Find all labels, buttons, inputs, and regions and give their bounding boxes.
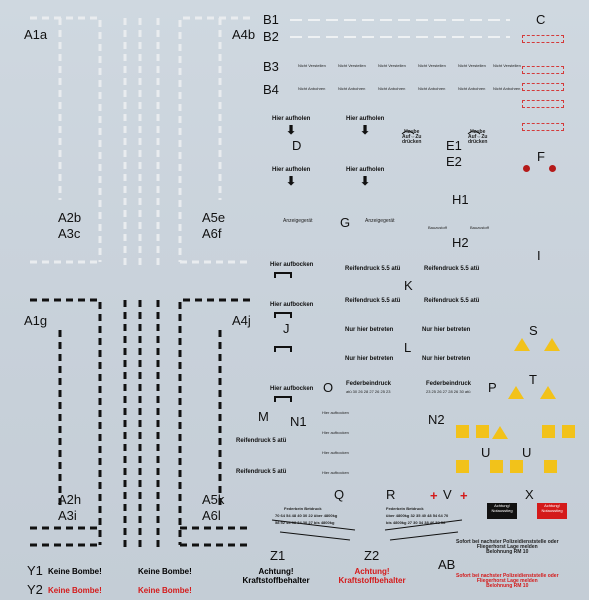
l-stencil-2: Nur hier betreten (422, 327, 471, 333)
label-L: L (404, 340, 412, 355)
label-A1g: A1g (24, 313, 48, 328)
label-G: G (340, 215, 351, 230)
label-O: O (323, 380, 334, 395)
p-scale: 23 25 26 27 28 26 30 atü (426, 389, 471, 394)
r-row-1: über 4800kg 32 35 40 48 54 64 70 (386, 513, 449, 518)
n1-stencil-4: Hier aufbocken (322, 470, 349, 475)
label-X: X (525, 487, 534, 502)
hazard-triangle-icon (492, 426, 508, 439)
d-stencil-2: Hier aufholen (346, 116, 385, 122)
b4-stencil-6: Nicht Anbohren (493, 86, 521, 91)
b4-stencil-3: Nicht Anbohren (378, 86, 406, 91)
c-red-box-2 (522, 66, 564, 74)
z1-line-1: Achtung! (258, 567, 294, 576)
label-K: K (404, 278, 413, 293)
g-stencil-1: Anzeigegerät (283, 218, 313, 224)
label-Y1: Y1 (27, 563, 43, 578)
label-Q: Q (334, 487, 345, 502)
r-header: Federbein Betdruck (386, 506, 424, 511)
label-N1: N1 (290, 414, 307, 429)
hazard-square-icon (456, 425, 469, 438)
o-scale: atü 30 26 28 27 26 25 23 (346, 389, 391, 394)
label-B2: B2 (263, 29, 279, 44)
z2-line-1: Achtung! (354, 567, 390, 576)
label-E2: E2 (446, 154, 462, 169)
keine-bombe-y2-left: Keine Bombe! (48, 586, 102, 595)
label-N2: N2 (428, 412, 445, 427)
label-A3i: A3i (58, 508, 77, 523)
m-stencil-1: Reifendruck 5 atü (236, 438, 287, 444)
label-E1: E1 (446, 138, 462, 153)
z2-achtung-block (332, 567, 412, 585)
d-stencil-3: Hier aufholen (272, 167, 311, 173)
label-S: S (529, 323, 538, 338)
b3-stencil-6: Nicht Verstellen (493, 63, 521, 68)
q-header: Federbein Betdruck (284, 506, 322, 511)
hazard-triangle-icon (514, 338, 530, 351)
label-A1a: A1a (24, 27, 48, 42)
l-stencil-3: Nur hier betreten (345, 356, 394, 362)
label-U-right: U (522, 445, 532, 460)
hazard-triangle-icon (544, 338, 560, 351)
label-A6l: A6l (202, 508, 221, 523)
label-A2b: A2b (58, 210, 82, 225)
r-row-2: bis 4800kg 27 30 34 38 46 52 58 (386, 520, 446, 525)
label-A2h: A2h (58, 492, 82, 507)
jack-bracket-icon (274, 396, 292, 402)
p-stencil: Federbeindruck (426, 381, 472, 387)
label-A3c: A3c (58, 226, 81, 241)
c-red-box-4 (522, 100, 564, 108)
jack-bracket-icon (274, 312, 292, 318)
c-red-box-5 (522, 123, 564, 131)
label-P: P (488, 380, 497, 395)
label-Z2: Z2 (364, 548, 380, 563)
k-stencil-2: Reifendruck 5.5 atü (424, 266, 480, 272)
b4-stencil-2: Nicht Anbohren (338, 86, 366, 91)
z1-achtung-block (236, 567, 316, 585)
label-A6f: A6f (202, 226, 222, 241)
k-stencil-3: Reifendruck 5.5 atü (345, 298, 401, 304)
down-arrow-icon: ⬇ (360, 123, 371, 137)
c-red-box-1 (522, 35, 564, 43)
x-red-box: Achtung! Notausstieg (537, 503, 567, 519)
k-stencil-1: Reifendruck 5.5 atü (345, 266, 401, 272)
down-arrow-icon: ⬇ (286, 123, 297, 137)
n1-stencil-2: Hier aufbocken (322, 430, 349, 435)
e-stencil-2: Haube Auf⇔Zu drücken (468, 129, 488, 145)
label-V: V (443, 487, 452, 502)
label-H2: H2 (452, 235, 469, 250)
d-stencil-1: Hier aufholen (272, 116, 311, 122)
k-stencil-4: Reifendruck 5.5 atü (424, 298, 480, 304)
q-row-2: 58 52 46 38 34 30 27 bis 4800kg (275, 520, 335, 525)
b4-stencil-5: Nicht Anbohren (458, 86, 486, 91)
hazard-square-icon (542, 425, 555, 438)
j-stencil-2: Hier aufbocken (270, 302, 314, 308)
b3-stencil-3: Nicht Verstellen (378, 63, 406, 68)
keine-bombe-y2-right: Keine Bombe! (138, 586, 192, 595)
z1-line-2: Kraftstoffbehalter (242, 576, 310, 586)
label-B1: B1 (263, 12, 279, 27)
label-F: F (537, 149, 545, 164)
f-red-dot-2 (549, 165, 556, 172)
hazard-square-icon (562, 425, 575, 438)
b4-stencil-1: Nicht Anbohren (298, 86, 326, 91)
label-A4j: A4j (232, 313, 251, 328)
hazard-square-icon (476, 425, 489, 438)
m-stencil-2: Reifendruck 5 atü (236, 469, 287, 475)
hazard-triangle-icon (540, 386, 556, 399)
g-stencil-2: Anzeigegerät (365, 218, 395, 224)
label-Y2: Y2 (27, 582, 43, 597)
b3-stencil-1: Nicht Verstellen (298, 63, 326, 68)
hazard-square-icon (544, 460, 557, 473)
jack-bracket-icon (274, 272, 292, 278)
keine-bombe-y1-right: Keine Bombe! (138, 567, 192, 576)
hazard-triangle-icon (508, 386, 524, 399)
d-stencil-4: Hier aufholen (346, 167, 385, 173)
label-H1: H1 (452, 192, 469, 207)
label-Z1: Z1 (270, 548, 286, 563)
b3-stencil-2: Nicht Verstellen (338, 63, 366, 68)
hazard-square-icon (490, 460, 503, 473)
j-stencil-1: Hier aufbocken (270, 262, 314, 268)
label-U-left: U (481, 445, 491, 460)
ab-text-black: Sofort bei nachster Polizeidienststelle oder Fliegerhorst Lage melden Belohnung RM 10 (456, 539, 559, 555)
v-red-plus-icon: + (430, 488, 438, 503)
b3-stencil-5: Nicht Verstellen (458, 63, 486, 68)
label-B3: B3 (263, 59, 279, 74)
label-A5k: A5k (202, 492, 225, 507)
hazard-square-icon (456, 460, 469, 473)
h-stencil-2: Bauzustoff (470, 225, 489, 230)
h-stencil-1: Bauzustoff (428, 225, 447, 230)
j-stencil-3: Hier aufbocken (270, 386, 314, 392)
label-I: I (537, 248, 541, 263)
hazard-square-icon (510, 460, 523, 473)
n1-stencil-1: Hier aufbocken (322, 410, 349, 415)
label-C: C (536, 12, 546, 27)
z2-line-2: Kraftstoffbehalter (338, 576, 406, 586)
label-A5e: A5e (202, 210, 226, 225)
label-AB: AB (438, 557, 456, 572)
label-D: D (292, 138, 302, 153)
b4-stencil-4: Nicht Anbohren (418, 86, 446, 91)
keine-bombe-y1-left: Keine Bombe! (48, 567, 102, 576)
label-J: J (283, 321, 290, 336)
label-R: R (386, 487, 396, 502)
q-row-1: 70 64 54 48 40 30 22 über 4800kg (275, 513, 338, 518)
o-stencil: Federbeindruck (346, 381, 392, 387)
jack-bracket-icon (274, 346, 292, 352)
c-red-box-3 (522, 83, 564, 91)
label-T: T (529, 372, 537, 387)
b3-stencil-4: Nicht Verstellen (418, 63, 446, 68)
x-black-box: Achtung! Notausstieg (487, 503, 517, 519)
ab-text-red: Sofort bei nachster Polizeidienststelle oder Fliegerhorst Lage melden Belohnung RM 10 (456, 573, 559, 589)
f-red-dot-1 (523, 165, 530, 172)
l-stencil-1: Nur hier betreten (345, 327, 394, 333)
down-arrow-icon: ⬇ (286, 174, 297, 188)
l-stencil-4: Nur hier betreten (422, 356, 471, 362)
n1-stencil-3: Hier aufbocken (322, 450, 349, 455)
label-A4b: A4b (232, 27, 256, 42)
label-M: M (258, 409, 269, 424)
down-arrow-icon: ⬇ (360, 174, 371, 188)
v-red-plus-icon: + (460, 488, 468, 503)
label-B4: B4 (263, 82, 279, 97)
e-stencil-1: Haube Auf⇔Zu drücken (402, 129, 422, 145)
